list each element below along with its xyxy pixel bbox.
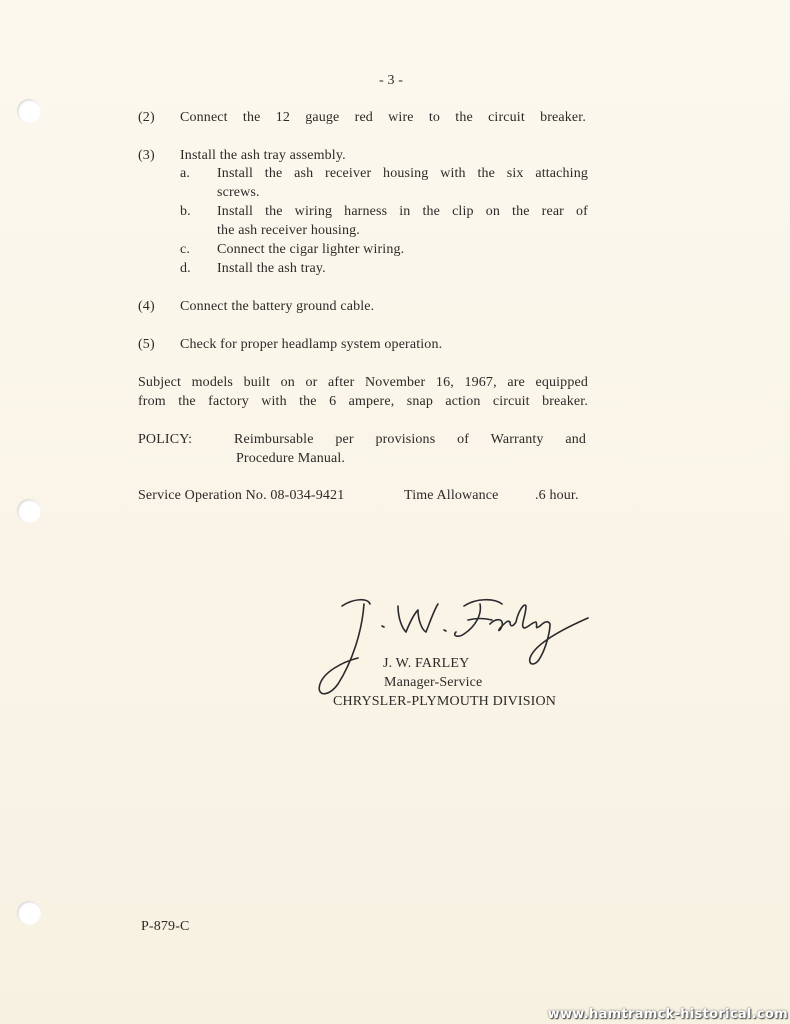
signer-division: CHRYSLER-PLYMOUTH DIVISION <box>333 694 557 709</box>
step-text: Install the ash tray assembly. <box>180 148 346 163</box>
paragraph-line: from the factory with the 6 ampere, snap action circuit breaker. <box>138 394 588 409</box>
substep-letter: a. <box>180 166 191 181</box>
page-number: - 3 - <box>379 73 404 88</box>
substep-text-continued: screws. <box>217 185 260 200</box>
service-operation-number: Service Operation No. 08-034-9421 <box>138 488 345 503</box>
substep-text: Install the wiring harness in the clip on the rear of <box>217 204 588 219</box>
substep-text: Connect the cigar lighter wiring. <box>217 242 405 257</box>
watermark: www.hamtramck-historical.com <box>547 1007 788 1022</box>
binder-hole-bottom <box>17 901 41 925</box>
policy-label: POLICY: <box>138 432 193 447</box>
step-text: Check for proper headlamp system operation. <box>180 337 443 352</box>
step-text: Connect the 12 gauge red wire to the circuit breaker. <box>180 110 586 125</box>
step-number: (3) <box>138 148 155 163</box>
time-allowance-value: .6 hour. <box>535 488 579 503</box>
step-number: (5) <box>138 337 155 352</box>
signer-title: Manager-Service <box>384 675 483 690</box>
substep-letter: b. <box>180 204 191 219</box>
substep-text: Install the ash tray. <box>217 261 326 276</box>
form-number: P-879-C <box>141 919 190 934</box>
substep-letter: c. <box>180 242 191 257</box>
binder-hole-top <box>17 99 41 123</box>
substep-text: Install the ash receiver housing with the six attaching <box>217 166 588 181</box>
step-number: (2) <box>138 110 155 125</box>
binder-hole-middle <box>17 499 41 523</box>
substep-text-continued: the ash receiver housing. <box>217 223 360 238</box>
signer-name: J. W. FARLEY <box>383 656 470 671</box>
paragraph-line: Subject models built on or after November 16, 1967, are equipped <box>138 375 588 390</box>
step-text: Connect the battery ground cable. <box>180 299 375 314</box>
substep-letter: d. <box>180 261 191 276</box>
policy-text-continued: Procedure Manual. <box>236 451 346 466</box>
policy-text: Reimbursable per provisions of Warranty and <box>234 432 586 447</box>
time-allowance-label: Time Allowance <box>404 488 499 503</box>
step-number: (4) <box>138 299 155 314</box>
